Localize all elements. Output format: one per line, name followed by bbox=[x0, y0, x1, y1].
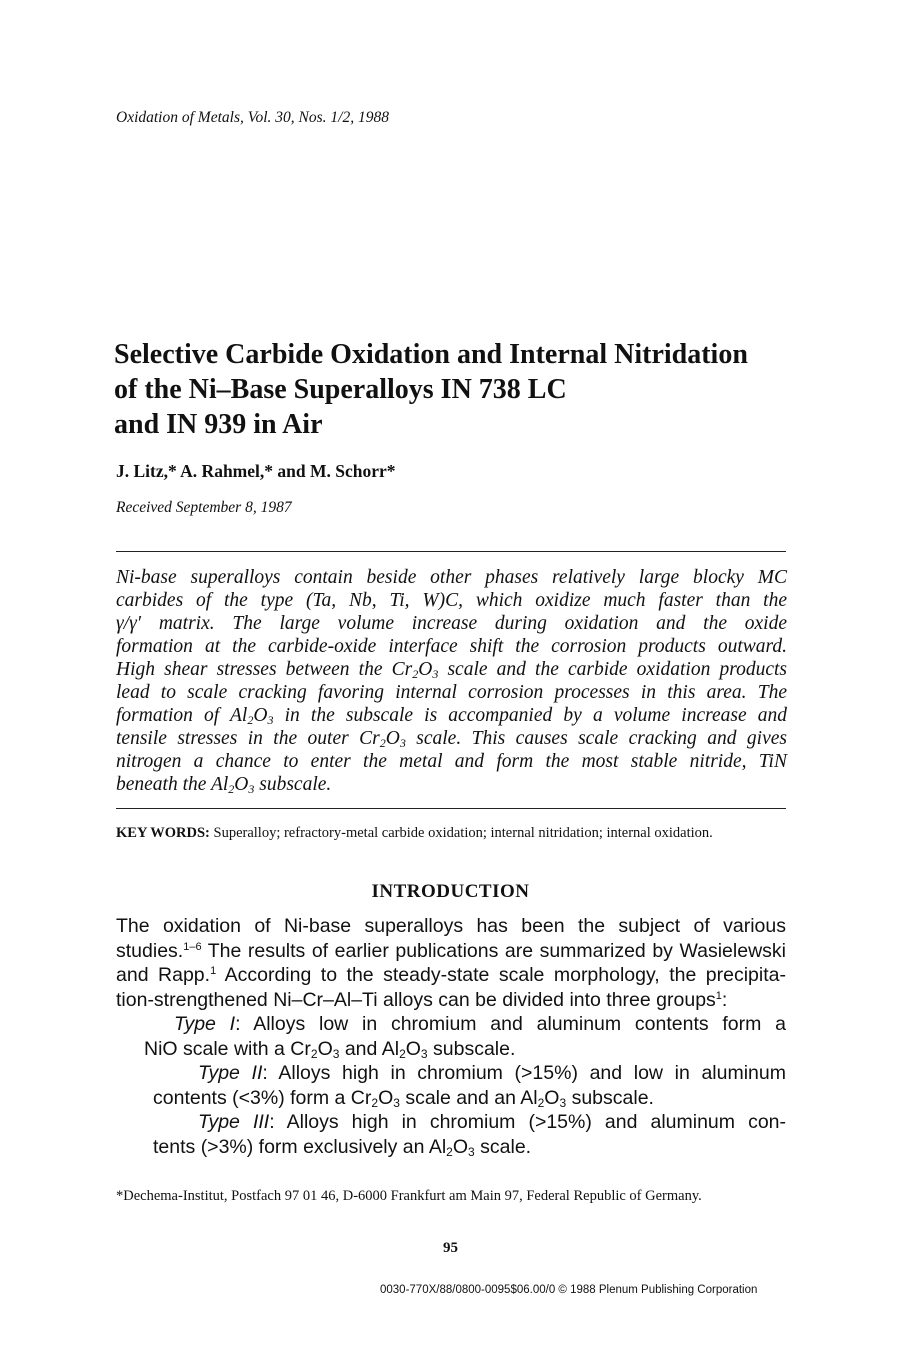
paper-title bbox=[114, 337, 834, 442]
abstract-line: High shear stresses between the $Cr_2O_3$ scale and the carbide oxidation products bbox=[116, 659, 787, 681]
introduction-body bbox=[116, 914, 786, 1159]
journal-citation: Oxidation of Metals, Vol. 30, Nos. 1/2, 1988 bbox=[116, 109, 389, 126]
received-date: Received September 8, 1987 bbox=[116, 499, 292, 516]
body-line: The oxidation of Ni-base superalloys has been the subject of various bbox=[116, 915, 786, 937]
abstract-line: γ/γ′ matrix. The large volume increase during oxidation and the oxide bbox=[116, 613, 787, 634]
type-ii-paragraph bbox=[116, 1061, 786, 1110]
body-line: studies.$^{1-6}$ The results of earlier publications are summarized by Wasielewski bbox=[116, 939, 786, 962]
body-line: Type I: Alloys low in chromium and aluminum contents form a bbox=[174, 1013, 786, 1035]
abstract-line: formation of $Al_2O_3$ in the subscale is accompanied by a volume increase and bbox=[116, 705, 788, 727]
copyright-line: 0030-770X/88/0800-0095$06.00/0 © 1988 Plenum Publishing Corporation bbox=[380, 1284, 758, 1296]
body-line: Type III: Alloys high in chromium (>15%) and aluminum con- bbox=[198, 1111, 787, 1133]
abstract-line: beneath the $Al_2O_3$ subscale. bbox=[116, 774, 332, 796]
abstract-line: Ni-base superalloys contain beside other phases relatively large blocky MC bbox=[116, 567, 787, 588]
body-line: and Rapp.$^1$ According to the steady-state scale morphology, the precipita- bbox=[116, 964, 786, 986]
abstract-line: formation at the carbide-oxide interface shift the corrosion products outward. bbox=[116, 636, 787, 657]
key-words bbox=[116, 824, 787, 842]
abstract-bottom-rule bbox=[116, 808, 786, 809]
abstract-line: tensile stresses in the outer $Cr_2O_3$ scale. This causes scale cracking and gives bbox=[116, 728, 787, 750]
key-words-label: KEY WORDS: bbox=[116, 825, 210, 841]
page-number: 95 bbox=[443, 1240, 458, 1256]
footnote: *Dechema-Institut, Postfach 97 01 46, D-6000 Frankfurt am Main 97, Federal Republic of Germany. bbox=[116, 1188, 702, 1204]
title-line-3: and IN 939 in Air bbox=[114, 409, 323, 440]
body-line: tents (>3%) form exclusively an $Al_2O_3$ scale. bbox=[153, 1135, 532, 1159]
title-line-1: Selective Carbide Oxidation and Internal Nitridation bbox=[114, 339, 748, 370]
section-heading-introduction: INTRODUCTION bbox=[371, 881, 530, 902]
citation-ref: 1–6 bbox=[183, 940, 202, 953]
type-iii-paragraph bbox=[116, 1110, 786, 1159]
body-line: NiO scale with a $Cr_2O_3$ and $Al_2O_3$ subscale. bbox=[144, 1037, 516, 1061]
abstract-line: nitrogen a chance to enter the metal and form the most stable nitride, TiN bbox=[116, 751, 787, 772]
abstract-top-rule bbox=[116, 551, 786, 552]
abstract-line: carbides of the type (Ta, Nb, Ti, W)C, which oxidize much faster than the bbox=[116, 590, 787, 611]
citation-ref: 1 bbox=[210, 965, 217, 977]
title-line-2: of the Ni–Base Superalloys IN 738 LC bbox=[114, 374, 567, 405]
body-line: tion-strengthened Ni–Cr–Al–Ti alloys can be divided into three groups$^1$: bbox=[116, 988, 728, 1011]
abstract-line: lead to scale cracking favoring internal corrosion processes in this area. The bbox=[116, 682, 787, 703]
body-line: Type II: Alloys high in chromium (>15%) and low in aluminum bbox=[198, 1062, 786, 1084]
body-line: contents (<3%) form a $Cr_2O_3$ scale and an $Al_2O_3$ subscale. bbox=[153, 1086, 654, 1110]
type-i-paragraph bbox=[116, 1012, 786, 1061]
key-words-text: Superalloy; refractory-metal carbide oxidation; internal nitridation; internal oxidation. bbox=[209, 825, 713, 841]
citation-ref: 1 bbox=[715, 989, 722, 1002]
authors: J. Litz,* A. Rahmel,* and M. Schorr* bbox=[116, 461, 396, 481]
abstract bbox=[116, 566, 787, 796]
